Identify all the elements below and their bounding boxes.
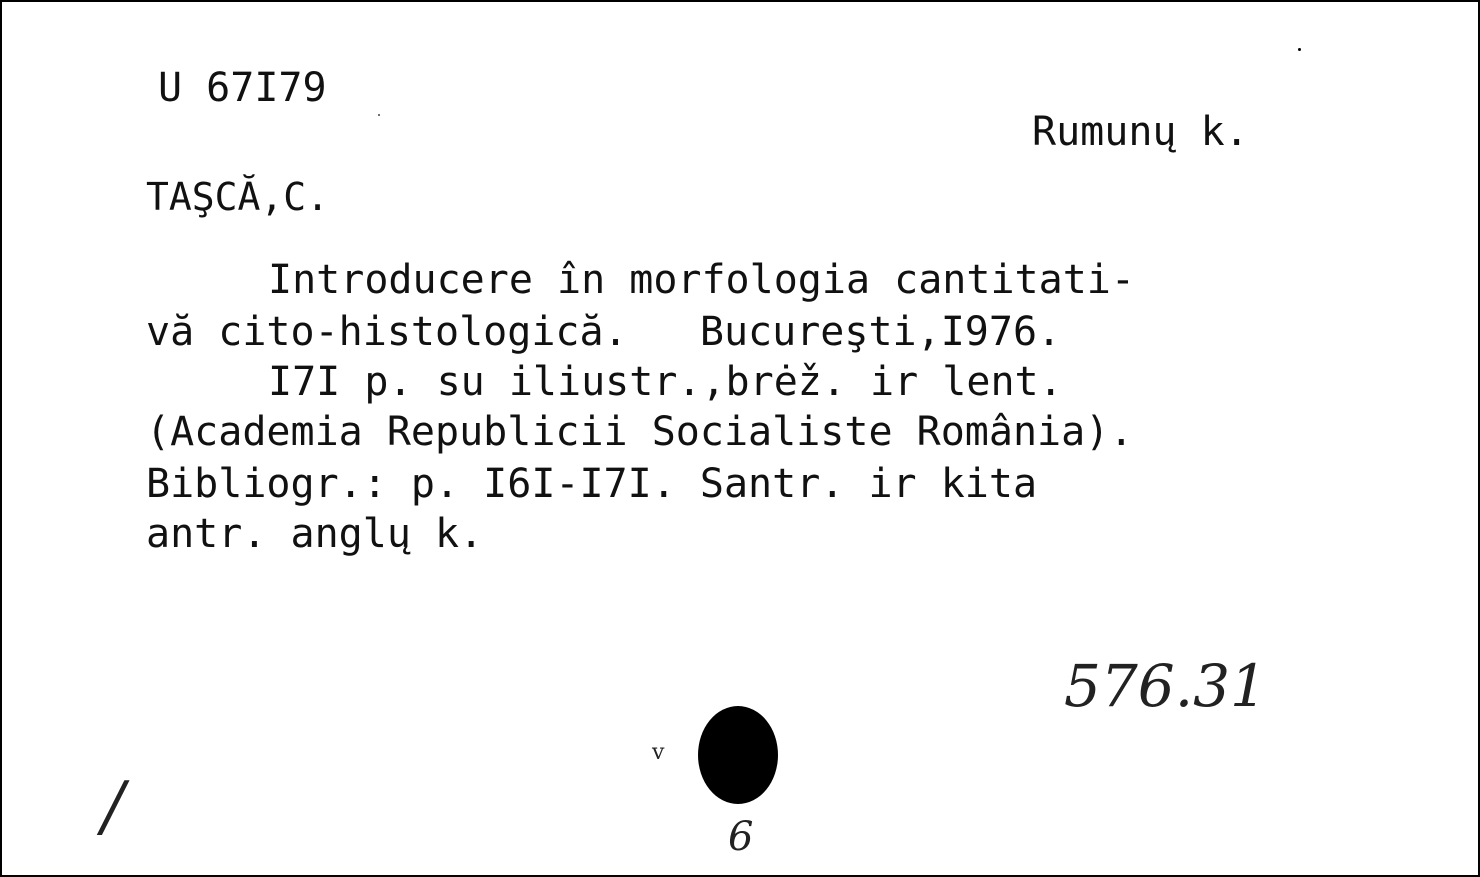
classification-number: 576.31 [1064, 652, 1267, 720]
speck-2 [378, 114, 380, 116]
body-line-3: I7I p. su iliustr.,brėž. ir lent. [268, 359, 1063, 405]
body-line-5: Bibliogr.: p. I6I-I7I. Santr. ir kita [146, 461, 1038, 507]
body-line-2: vă cito-histologică. Bucureşti,I976. [146, 309, 1062, 355]
handwritten-number: 6 [728, 814, 754, 860]
author-heading: TAŞCĂ,C. [146, 175, 330, 219]
body-line-1: Introducere în morfologia cantitati- [268, 257, 1135, 303]
tick-mark: v [652, 740, 665, 765]
body-line-4: (Academia Republicii Socialiste România). [146, 409, 1134, 455]
punch-hole [698, 706, 778, 804]
call-number: U 67I79 [158, 65, 327, 111]
margin-mark: / [102, 768, 125, 845]
language-note: Rumunų k. [1032, 109, 1249, 155]
speck-1 [1298, 48, 1301, 51]
body-line-6: antr. anglų k. [146, 511, 484, 557]
